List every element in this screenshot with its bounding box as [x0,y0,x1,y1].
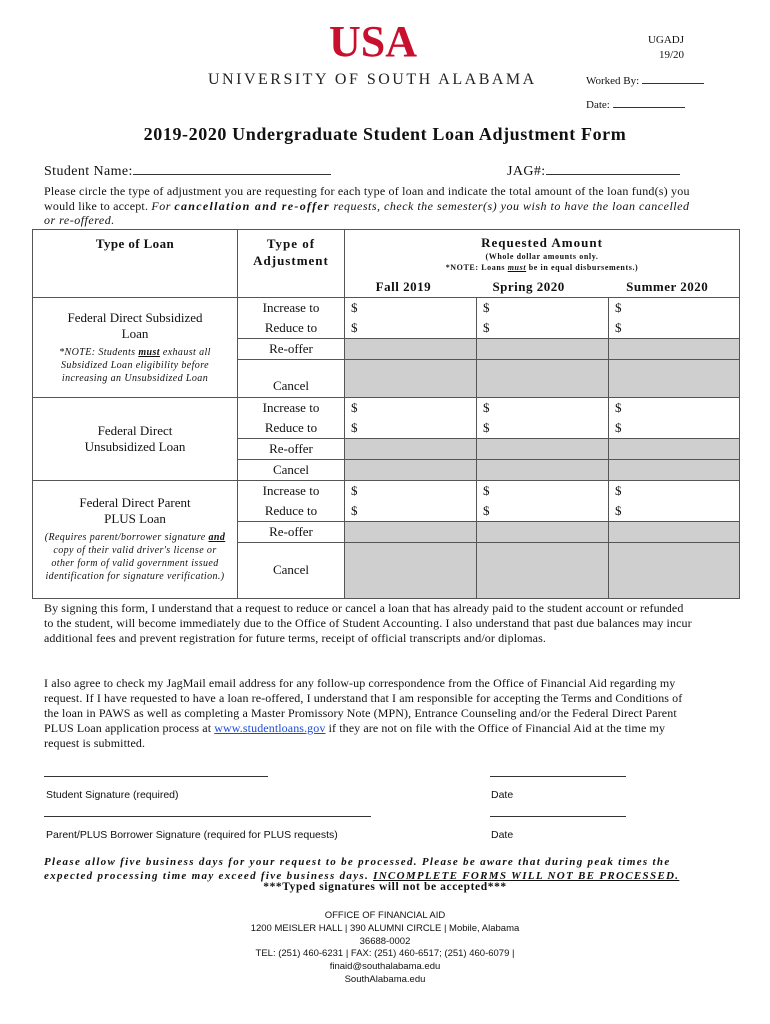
parent-date-label: Date [491,829,514,841]
office-address: 1200 MEISLER HALL | 390 ALUMNI CIRCLE | Mobile, Alabama [250,922,520,934]
student-date-line[interactable] [490,776,626,777]
amount-summer[interactable]: $ [609,501,740,522]
checkbox-spring[interactable] [477,360,609,398]
office-email[interactable]: finaid@southalabama.edu [329,961,441,973]
checkbox-fall[interactable] [345,439,477,460]
typed-signature-warning: ***Typed signatures will not be accepted*** [263,881,507,893]
table-row [33,398,740,419]
form-code-id: UGADJ [647,34,684,46]
parent-signature-label: Parent/PLUS Borrower Signature (required for PLUS requests) [46,829,338,841]
adj-reoffer[interactable]: Re-offer [238,522,345,543]
table-row [33,480,740,501]
adj-reduce[interactable]: Reduce to [238,418,345,439]
parent-signature-line[interactable] [44,816,371,817]
adj-increase[interactable]: Increase to [238,398,345,419]
worked-by-field[interactable] [586,75,704,87]
col-adj-line2: Adjustment [253,253,329,268]
adj-cancel[interactable]: Cancel [238,460,345,481]
whole-dollar-note: (Whole dollar amounts only. [485,252,599,261]
university-name: UNIVERSITY OF SOUTH ALABAMA [208,71,537,88]
checkbox-summer[interactable] [609,460,740,481]
student-date-label: Date [491,789,514,801]
loan-note: (Requires parent/borrower signature and copy of their valid driver's license or other form of valid government issued identification for signature verification.) [44,532,226,583]
loan-name: Federal Direct Subsidized [67,310,203,326]
amount-summer[interactable]: $ [609,298,740,319]
amount-spring[interactable]: $ [477,501,609,522]
checkbox-fall[interactable] [345,360,477,398]
amount-fall[interactable]: $ [345,318,477,339]
office-zip: 36688-0002 [359,935,411,947]
checkbox-summer[interactable] [609,360,740,398]
instructions-emphasis: cancellation and re-offer [174,198,330,213]
student-signature-label: Student Signature (required) [46,789,179,801]
loan-name-2: Loan [121,326,149,342]
checkbox-spring[interactable] [477,522,609,543]
processing-notice-text: Please allow five business days for your request to be processed. Please be aware that during peak times the expected processing time may exceed five business days. [44,856,671,882]
jag-line[interactable] [546,174,680,175]
semester-headers [345,279,739,295]
checkbox-summer[interactable] [609,439,740,460]
acknowledgement-paragraph: By signing this form, I understand that a request to reduce or cancel a loan that has already paid to the student account or refunded to the student, will become immediately due to the Office of Student Accounting. I also understand that past due balances may incur additional fees and prevent registration for future terms, receipt of official transcripts and/or diplomas. [44,601,692,645]
col-requested-amount [345,230,740,298]
checkbox-spring[interactable] [477,439,609,460]
checkbox-fall[interactable] [345,460,477,481]
loan-name: Federal Direct Parent [79,495,191,511]
jag-number-field[interactable] [507,164,680,180]
adj-reduce[interactable]: Reduce to [238,318,345,339]
adj-increase[interactable]: Increase to [238,298,345,319]
loan-name-2: PLUS Loan [104,511,166,527]
studentloans-link[interactable]: www.studentloans.gov [214,721,326,735]
sem-spring-2020: Spring 2020 [492,279,565,294]
jag-label: JAG#: [507,164,546,179]
checkbox-fall[interactable] [345,542,477,598]
svg-text:USA: USA [328,17,418,66]
amount-summer[interactable]: $ [609,398,740,419]
instructions-text: Please circle the type of adjustment you are requesting for each type of loan and indicate the total amount of the loan fund(s) you would like to accept. [44,184,690,213]
amount-spring[interactable]: $ [477,318,609,339]
office-date-field[interactable] [586,99,685,111]
loan-name: Federal Direct [97,422,173,438]
student-name-label: Student Name: [44,164,133,179]
checkbox-spring[interactable] [477,542,609,598]
processing-notice [44,855,704,883]
adj-reoffer[interactable]: Re-offer [238,339,345,360]
col-adj-line1: Type of [266,236,316,251]
incomplete-forms-warning: INCOMPLETE FORMS WILL NOT BE PROCESSED. [373,870,680,882]
adj-reduce[interactable]: Reduce to [238,501,345,522]
adj-cancel[interactable]: Cancel [238,360,345,398]
checkbox-fall[interactable] [345,339,477,360]
usa-logo [328,17,418,66]
adj-reoffer[interactable]: Re-offer [238,439,345,460]
amount-summer[interactable]: $ [609,318,740,339]
amount-fall[interactable]: $ [345,418,477,439]
instructions [44,184,694,228]
checkbox-fall[interactable] [345,522,477,543]
adj-increase[interactable]: Increase to [238,480,345,501]
loan-note: *NOTE: Students must exhaust all Subsidized Loan eligibility before increasing an Unsubsidized Loan [59,347,211,385]
sem-summer-2020: Summer 2020 [626,279,709,294]
office-date-line[interactable] [613,107,685,108]
student-name-line[interactable] [133,174,331,175]
col-type-of-adjustment [238,230,345,298]
amount-fall[interactable]: $ [345,501,477,522]
loan-unsubsidized [33,398,238,481]
office-website[interactable]: SouthAlabama.edu [344,973,426,985]
jagmail-text-end: if they are not on file with the Office of Financial Aid at the time my request is submitted. [44,721,666,750]
amount-spring[interactable]: $ [477,398,609,419]
checkbox-spring[interactable] [477,339,609,360]
loan-adjustment-table [32,229,740,599]
student-signature-line[interactable] [44,776,268,777]
checkbox-summer[interactable] [609,339,740,360]
office-contact [0,910,770,987]
student-name-field[interactable] [44,164,331,180]
loan-subsidized [33,298,238,398]
table-row [33,298,740,319]
amount-spring[interactable]: $ [477,298,609,319]
parent-date-line[interactable] [490,816,626,817]
checkbox-spring[interactable] [477,460,609,481]
amount-fall[interactable]: $ [345,480,477,501]
amount-fall[interactable]: $ [345,398,477,419]
checkbox-summer[interactable] [609,542,740,598]
adj-cancel[interactable]: Cancel [238,542,345,598]
form-title: 2019-2020 Undergraduate Student Loan Adjustment Form [143,124,627,144]
amount-spring[interactable]: $ [477,480,609,501]
jagmail-paragraph [44,676,694,751]
form-code-year: 19/20 [658,49,684,61]
office-phones: TEL: (251) 460-6231 | FAX: (251) 460-6517; (251) 460-6079 | [255,948,515,960]
worked-by-line[interactable] [642,83,704,84]
form-code [600,33,684,63]
loan-parent-plus [33,480,238,598]
amount-summer[interactable]: $ [609,418,740,439]
col-type-of-loan: Type of Loan [33,230,238,298]
equal-disbursement-note: *NOTE: Loans must be in equal disbursements.) [445,263,639,272]
worked-by-label: Worked By: [586,75,640,87]
requested-amount-title: Requested Amount [481,235,603,250]
office-date-label: Date: [586,99,610,111]
sem-fall-2019: Fall 2019 [375,279,432,294]
amount-spring[interactable]: $ [477,418,609,439]
table-header-row [33,230,740,298]
office-name: OFFICE OF FINANCIAL AID [324,910,446,921]
checkbox-summer[interactable] [609,522,740,543]
jagmail-text: I also agree to check my JagMail email address for any follow-up correspondence from the Office of Financial Aid regarding my request. If I have requested to have a loan re-offered, I understand that I am responsible for accepting the Terms and Conditions of the loan in PAWS as well as completing a Master Promissory Note (MPN), Entrance Counseling and/or the Federal Direct Parent PLUS Loan application process at [44,676,683,735]
amount-summer[interactable]: $ [609,480,740,501]
loan-name-2: Unsubsidized Loan [84,438,186,454]
instructions-italic: For cancellation and re-offer requests, check the semester(s) you wish to have the loan cancelled or re-offered. [44,198,690,227]
amount-fall[interactable]: $ [345,298,477,319]
